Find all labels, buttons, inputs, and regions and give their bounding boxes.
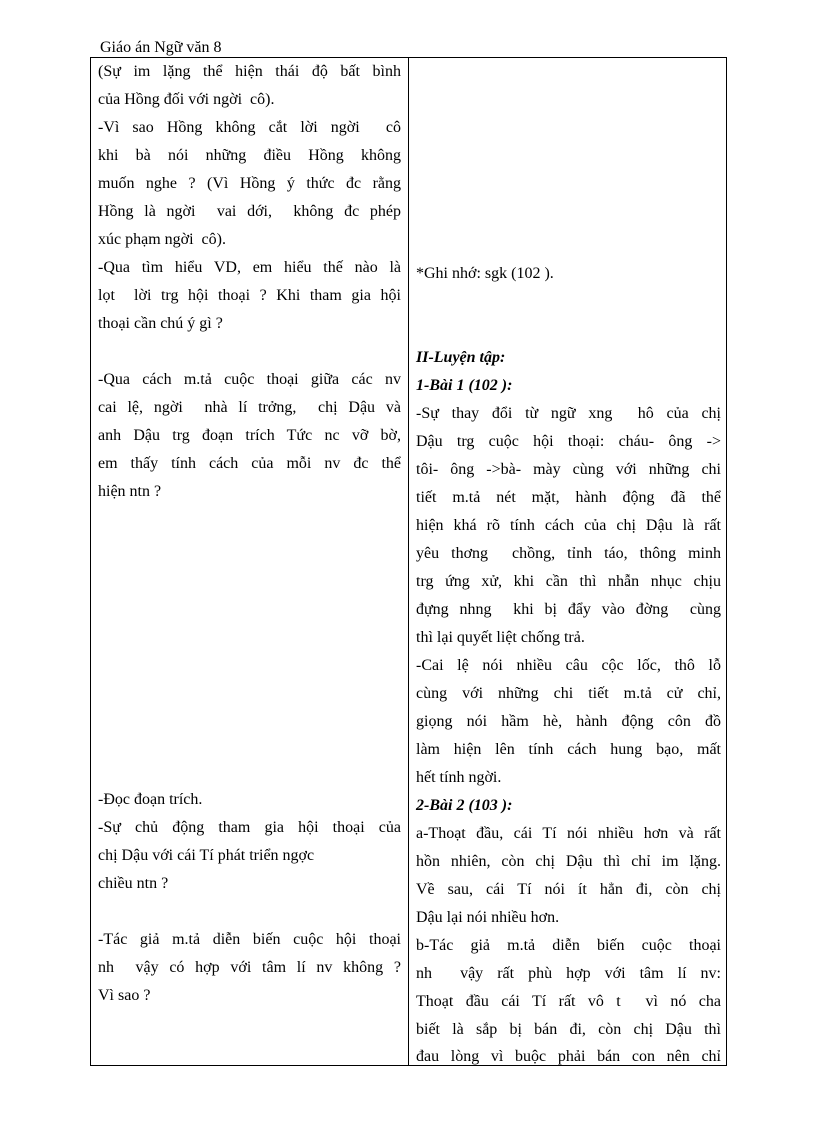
right-line: đau lòng vì buộc phải bán con nên chỉ	[416, 1048, 721, 1065]
right-line: biết là sắp bị bán đi, còn chị Dậu thì	[416, 1021, 721, 1038]
left-line: -Qua tìm hiểu VD, em hiểu thế nào là	[98, 259, 401, 276]
left-line: cai lệ, ngời nhà lí trởng, chị Dậu và	[98, 399, 401, 416]
left-line: em thấy tính cách của mỗi nv đc thể	[98, 455, 401, 472]
left-line: -Tác giả m.tả diễn biến cuộc hội thoại	[98, 931, 401, 948]
right-line: yêu thơng chồng, tỉnh táo, thông minh	[416, 545, 721, 562]
left-line: của Hồng đối với ngời cô).	[98, 91, 275, 108]
document-header: Giáo án Ngữ văn 8	[100, 39, 222, 56]
column-divider	[408, 58, 409, 1065]
left-line: xúc phạm ngời cô).	[98, 231, 226, 248]
lesson-table	[90, 57, 727, 1066]
left-line: -Qua cách m.tả cuộc thoại giữa các nv	[98, 371, 401, 388]
right-line: *Ghi nhớ: sgk (102 ).	[416, 265, 554, 282]
right-line: tôi- ông ->bà- mày cùng với những chi	[416, 461, 721, 478]
right-line: hết tính ngời.	[416, 769, 502, 786]
right-line: cùng với những chi tiết m.tả cử chỉ,	[416, 685, 721, 702]
right-line: đựng nhng khi bị đẩy vào đờng cùng	[416, 601, 721, 618]
right-line: làm hiện lên tính cách hung bạo, mất	[416, 741, 721, 758]
right-line: tiết m.tả nét mặt, hành động đã thể	[416, 489, 721, 506]
left-line: hiện ntn ?	[98, 483, 162, 500]
left-line: chị Dậu với cái Tí phát triển ngợc	[98, 847, 315, 864]
left-line: lọt lời trg hội thoại ? Khi tham gia hội	[98, 287, 401, 304]
exercise-heading: 2-Bài 2 (103 ):	[416, 797, 513, 814]
left-line: anh Dậu trg đoạn trích Tức nc vỡ bờ,	[98, 427, 401, 444]
right-line: hiện khá rõ tính cách của chị Dậu là rất	[416, 517, 721, 534]
right-line: b-Tác giả m.tả diễn biến cuộc thoại	[416, 937, 721, 954]
right-line: a-Thoạt đầu, cái Tí nói nhiều hơn và rất	[416, 825, 721, 842]
right-line: -Sự thay đổi từ ngữ xng hô của chị	[416, 405, 721, 422]
right-line: giọng nói hầm hè, hành động côn đồ	[416, 713, 721, 730]
right-line: Dậu lại nói nhiều hơn.	[416, 909, 560, 926]
left-line: (Sự im lặng thể hiện thái độ bất bình	[98, 63, 401, 80]
right-line: trg ứng xử, khi cần thì nhẫn nhục chịu	[416, 573, 721, 590]
left-line: chiều ntn ?	[98, 875, 169, 892]
left-line: muốn nghe ? (Vì Hồng ý thức đc rằng	[98, 175, 401, 192]
right-line: thì lại quyết liệt chống trả.	[416, 629, 585, 646]
right-line: Thoạt đầu cái Tí rất vô t vì nó cha	[416, 993, 721, 1010]
left-line: -Đọc đoạn trích.	[98, 791, 203, 808]
right-line: -Cai lệ nói nhiều câu cộc lốc, thô lỗ	[416, 657, 721, 674]
right-line: nh vậy rất phù hợp với tâm lí nv:	[416, 965, 721, 982]
left-line: thoại cần chú ý gì ?	[98, 315, 223, 332]
left-line: Hồng là ngời vai dới, không đc phép	[98, 203, 401, 220]
right-line: hồn nhiên, còn chị Dậu thì chỉ im lặng.	[416, 853, 721, 870]
left-line: khi bà nói những điều Hồng không	[98, 147, 401, 164]
left-line: nh vậy có hợp với tâm lí nv không ?	[98, 959, 401, 976]
left-line: Vì sao ?	[98, 987, 151, 1004]
left-line: -Sự chủ động tham gia hội thoại của	[98, 819, 401, 836]
right-line: Về sau, cái Tí nói ít hẳn đi, còn chị	[416, 881, 721, 898]
exercise-heading: 1-Bài 1 (102 ):	[416, 377, 513, 394]
section-heading: II-Luyện tập:	[416, 349, 506, 366]
right-line: Dậu trg cuộc hội thoại: cháu- ông ->	[416, 433, 721, 450]
left-line: -Vì sao Hồng không cắt lời ngời cô	[98, 119, 401, 136]
